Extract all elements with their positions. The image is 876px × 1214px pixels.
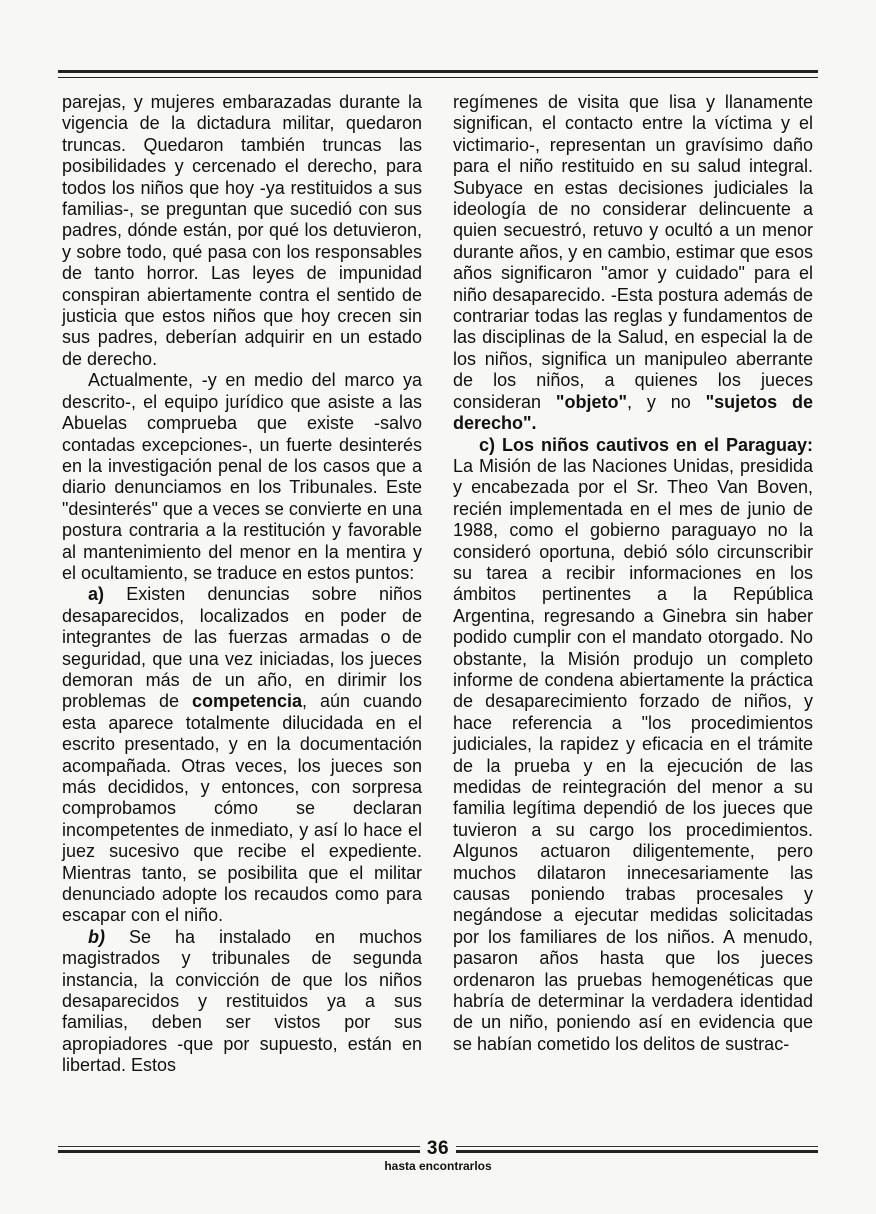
item-b-text: Se ha instalado en muchos magistrados y tribunales de segunda instancia, la convicción de que los niños desaparecidos y restituidos ya a sus familias, deben ser vistos por sus apropiadores -que por supuesto, están en libertad. Estos bbox=[62, 926, 422, 1076]
item-a-emphasis: competencia bbox=[191, 691, 303, 712]
left-paragraph-2: Actualmente, -y en medio del marco ya descrito-, el equipo jurídico que asiste a las Abuelas comprueba que existe -salvo contadas excepciones-, un fuerte desinterés en la investigación penal de los casos que a diario denunciamos en los Tribunales. Este "desinterés" que a veces se convierte en una postura contraria a la restitución y favorable al mantenimiento del menor en la mentira y el ocultamiento, se traduce en estos puntos: bbox=[62, 370, 422, 583]
item-a-text-1: Existen denuncias sobre niños desaparecidos, localizados en poder de integrantes de las fuerzas armadas o de seguridad, que una vez iniciadas, los jueces demoran más de un año, en dirimir los problemas de bbox=[62, 584, 422, 712]
right-column bbox=[453, 92, 813, 1055]
item-a-text-2: , aún cuando esta aparece totalmente dilucidada en el escrito presentado, y en la documentación acompañada. Otras veces, los jueces son más decididos, y entonces, con sorpresa comprobamos cómo se declaran incompetentes de inmediato, y así lo hace el juez sucesivo que recibe el expediente. Mientras tanto, se posibilita que el militar denunciado adopte los recaudos como para escapar con el niño. bbox=[62, 691, 422, 926]
left-column bbox=[62, 92, 422, 1077]
right-paragraph-2 bbox=[453, 435, 813, 1056]
page-number: 36 bbox=[426, 1138, 450, 1159]
item-c-text: La Misión de las Naciones Unidas, presidida y encabezada por el Sr. Theo Van Boven, recién implementada en el mes de junio de 1988, como el gobierno paraguayo no la consideró oportuna, debió sólo circunscribir su tarea a recibir informaciones en los ámbitos pertinentes a la República Argentina, regresando a Ginebra sin haber podido cumplir con el mandato otorgado. No obstante, la Misión produjo un completo informe de condena abiertamente la práctica de desaparecimiento forzado de niños, y hace referencia a "los procedimientos judiciales, la rapidez y eficacia en el trámite de la prueba y en la ejecución de las medidas de reintegración del menor a su familia legítima dependió de los jueces que tuvieron a su cargo los procedimientos. Algunos actuaron diligentemente, pero muchos dilataron innecesariamente las causas poniendo trabas procesales y negándose a ejecutar medidas solicitadas por los familiares de los niños. A menudo, pasaron años hasta que los jueces ordenaron las pruebas hemogenéticas que habría de determinar la verdadera identidad de un niño, poniendo así en evidencia que se habían cometido los delitos de sustrac- bbox=[453, 455, 813, 1054]
left-paragraph-3 bbox=[62, 584, 422, 927]
right-p1-text: regímenes de visita que lisa y llanamente significan, el contacto entre la víctima y el victimario-, representan un gravísimo daño para el niño restituido en su salud integral. Subyace en estas decisiones judiciales la ideología de no considerar delincuente a quien secuestró, retuvo y ocultó a un menor durante años, y en cambio, estimar que esos años significaron "amor y cuidado" para el niño desaparecido. -Esta postura además de contrariar todas las reglas y fundamentos de las disciplinas de la Salud, en especial la de los niños, significa un manipuleo aberrante de los niños, a quienes los jueces consideran bbox=[453, 92, 813, 412]
running-title: hasta encontrarlos bbox=[384, 1159, 492, 1173]
footer-rule-left bbox=[58, 1146, 420, 1153]
top-double-rule bbox=[58, 70, 818, 78]
right-paragraph-1 bbox=[453, 92, 813, 435]
emphasis-sujetos: "sujetos de derecho". bbox=[453, 391, 814, 434]
left-paragraph-4 bbox=[62, 927, 422, 1077]
page-footer bbox=[58, 1140, 818, 1174]
item-a-label: a) bbox=[88, 584, 105, 605]
left-paragraph-1: parejas, y mujeres embarazadas durante la vigencia de la dictadura militar, quedaron truncas. Quedaron también truncas las posibilidades y cercenado el derecho, para todos los niños que hoy -ya restituidos a sus familias-, se preguntan que sucedió con sus padres, dónde están, por qué los detuvieron, y sobre todo, qué pasa con los responsables de tanto horror. Las leyes de impunidad conspiran abiertamente contra el sentido de justicia que estos niños que hoy crecen sin sus padres, deberían adquirir en un estado de derecho. bbox=[62, 92, 422, 369]
item-b-label: b) bbox=[88, 926, 105, 947]
item-c-heading: c) Los niños cautivos en el Paraguay: bbox=[479, 434, 813, 455]
footer-rule-right bbox=[456, 1146, 818, 1153]
right-p1-mid: , y no bbox=[626, 391, 706, 412]
emphasis-objeto: "objeto" bbox=[555, 391, 627, 412]
